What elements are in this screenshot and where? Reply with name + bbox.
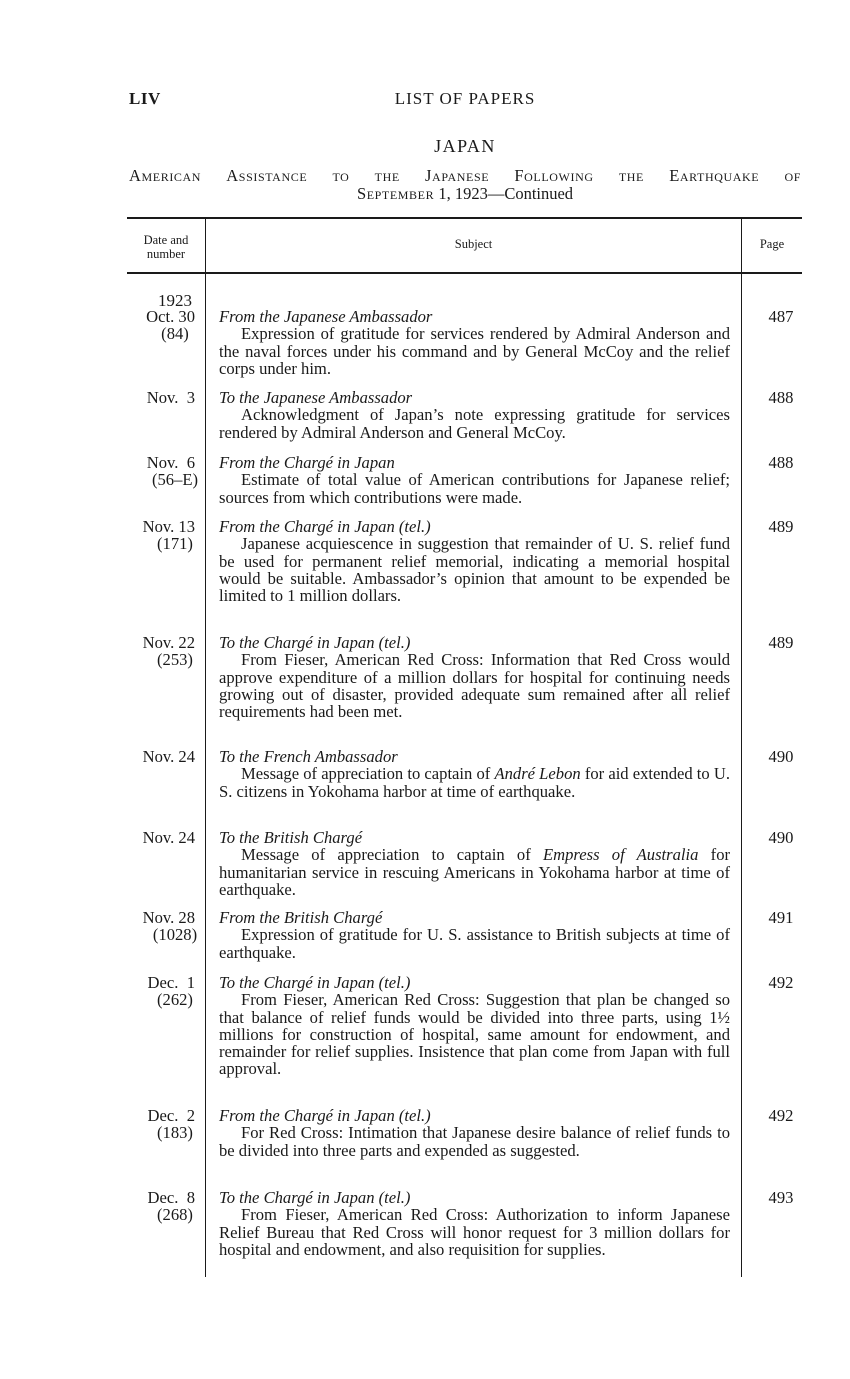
- entry-number: (268): [157, 1205, 193, 1225]
- entry-number: (253): [157, 650, 193, 670]
- entry-addressee: To the Japanese Ambassador: [219, 388, 413, 407]
- section-word: Japanese: [425, 166, 490, 185]
- entry-subject: [219, 1189, 730, 1258]
- entry-date: Dec. 1: [147, 973, 195, 992]
- entry-number: (1028): [152, 925, 198, 945]
- entry-page: 487: [768, 307, 794, 326]
- entry-addressee: To the Chargé in Japan (tel.): [219, 973, 411, 992]
- entry-addressee: To the Chargé in Japan (tel.): [219, 1188, 411, 1207]
- entry-page: 488: [768, 453, 794, 472]
- section-word: to: [332, 166, 350, 185]
- entry-date: Nov. 24: [142, 828, 195, 847]
- entry-subject: [219, 829, 730, 898]
- entry-summary: Acknowledgment of Japan’s note expressing gratitude for services rendered by Admiral Anderson and General McCoy.: [219, 405, 730, 442]
- country-heading: JAPAN: [434, 136, 496, 156]
- entry-page: 491: [768, 908, 794, 927]
- entry-addressee: From the Chargé in Japan (tel.): [219, 517, 431, 536]
- column-header-page: Page: [759, 237, 785, 251]
- section-date-rest: 1, 1923—Continued: [434, 184, 574, 203]
- section-title-line-1: [129, 167, 801, 185]
- column-divider-date: [205, 219, 206, 1277]
- column-header-date: Date and number: [143, 233, 189, 261]
- entry-summary: From Fieser, American Red Cross: Information that Red Cross would approve expenditure of a million dollars for hospital for continuing needs growing out of disaster, provided adequate sum remained after all relief requirements had been met.: [219, 650, 730, 722]
- section-word: Earthquake: [669, 166, 760, 185]
- entry-page: 489: [768, 517, 794, 536]
- entry-number: (56–E): [151, 470, 199, 490]
- entry-date: Oct. 30: [146, 307, 195, 326]
- ship-name: André Lebon: [494, 764, 581, 784]
- summary-text: Message of appreciation to captain of: [241, 764, 495, 784]
- running-head: LIST OF PAPERS: [394, 89, 536, 108]
- entry-number: (262): [157, 990, 193, 1010]
- section-month: September: [356, 184, 435, 203]
- summary-text: Message of appreciation to captain of: [241, 845, 543, 865]
- entry-number: (183): [157, 1123, 193, 1143]
- entry-summary: From Fieser, American Red Cross: Authorization to inform Japanese Relief Bureau that Red Cross will honor request for 3 million dollars for hospital and endowment, and also requisition for supplies.: [219, 1205, 730, 1259]
- section-word: of: [784, 166, 801, 185]
- entry-summary: For Red Cross: Intimation that Japanese desire balance of relief funds to be divided into three parts and expended as suggested.: [219, 1123, 730, 1160]
- entry-summary: Japanese acquiescence in suggestion that remainder of U. S. relief fund be used for permanent relief memorial, indicating a memorial hospital would be suitable. Ambassador’s opinion that amount to be expended be limited to 1 million dollars.: [219, 534, 730, 606]
- entry-summary: [219, 765, 730, 800]
- entry-subject: [219, 1107, 730, 1159]
- entry-subject: [219, 634, 730, 720]
- entry-addressee: From the Chargé in Japan (tel.): [219, 1106, 431, 1125]
- year-label: 1923: [158, 291, 192, 310]
- entry-subject: [219, 748, 730, 800]
- summary-text: for humanitarian service in rescuing Americans in Yokohama harbor at time of earthquake.: [219, 845, 731, 899]
- entry-addressee: To the French Ambassador: [219, 747, 398, 766]
- entry-addressee: To the British Chargé: [219, 828, 363, 847]
- entry-number: (84): [161, 324, 189, 344]
- entry-page: 492: [768, 973, 794, 992]
- entry-date: Nov. 13: [142, 517, 195, 536]
- table-top-rule: [127, 217, 802, 219]
- entry-summary: Expression of gratitude for services rendered by Admiral Anderson and the naval forces under his command and by General McCoy and the relief corps under him.: [219, 324, 730, 378]
- entry-page: 489: [768, 633, 794, 652]
- entry-subject: [219, 308, 730, 377]
- entry-page: 492: [768, 1106, 794, 1125]
- entry-date: Nov. 24: [142, 747, 195, 766]
- section-word: Following: [514, 166, 594, 185]
- entry-page: 493: [768, 1188, 794, 1207]
- summary-text: for aid extended to U. S. citizens in Yokohama harbor at time of earthquake.: [219, 764, 731, 801]
- section-word: the: [374, 166, 400, 185]
- entry-page: 490: [768, 747, 794, 766]
- entry-subject: [219, 974, 730, 1078]
- section-word: Assistance: [226, 166, 308, 185]
- entry-date: Dec. 2: [147, 1106, 195, 1125]
- section-word: American: [129, 166, 202, 185]
- entry-summary: Expression of gratitude for U. S. assistance to British subjects at time of earthquake.: [219, 925, 730, 962]
- entry-number: (171): [157, 534, 193, 554]
- section-title-line-2: [129, 185, 801, 203]
- entry-addressee: From the Chargé in Japan: [219, 453, 395, 472]
- entry-addressee: To the Chargé in Japan (tel.): [219, 633, 411, 652]
- entry-addressee: From the Japanese Ambassador: [219, 307, 433, 326]
- entry-summary: From Fieser, American Red Cross: Suggestion that plan be changed so that balance of relief funds would be divided into three parts, using 1½ millions for construction of hospital, same amount for endowment, and remainder for relief supplies. Insistence that plan come from Japan with full approval.: [219, 990, 730, 1079]
- entry-addressee: From the British Chargé: [219, 908, 383, 927]
- entry-subject: [219, 454, 730, 506]
- entry-date: Nov. 28: [142, 908, 195, 927]
- entry-date: Nov. 3: [146, 388, 195, 407]
- entry-summary: Estimate of total value of American contributions for Japanese relief; sources from which contributions were made.: [219, 470, 730, 507]
- entry-subject: [219, 909, 730, 961]
- entry-date: Dec. 8: [147, 1188, 195, 1207]
- entry-date: Nov. 22: [142, 633, 195, 652]
- entry-page: 488: [768, 388, 794, 407]
- entry-summary: [219, 846, 730, 898]
- header-bottom-rule: [127, 272, 802, 274]
- section-title: [129, 167, 801, 203]
- entry-page: 490: [768, 828, 794, 847]
- entry-subject: [219, 389, 730, 441]
- ship-name: Empress of Australia: [543, 845, 699, 865]
- entry-date: Nov. 6: [146, 453, 195, 472]
- entry-subject: [219, 518, 730, 604]
- section-word: the: [618, 166, 644, 185]
- column-header-subject: Subject: [454, 237, 493, 251]
- page-number: LIV: [129, 89, 161, 108]
